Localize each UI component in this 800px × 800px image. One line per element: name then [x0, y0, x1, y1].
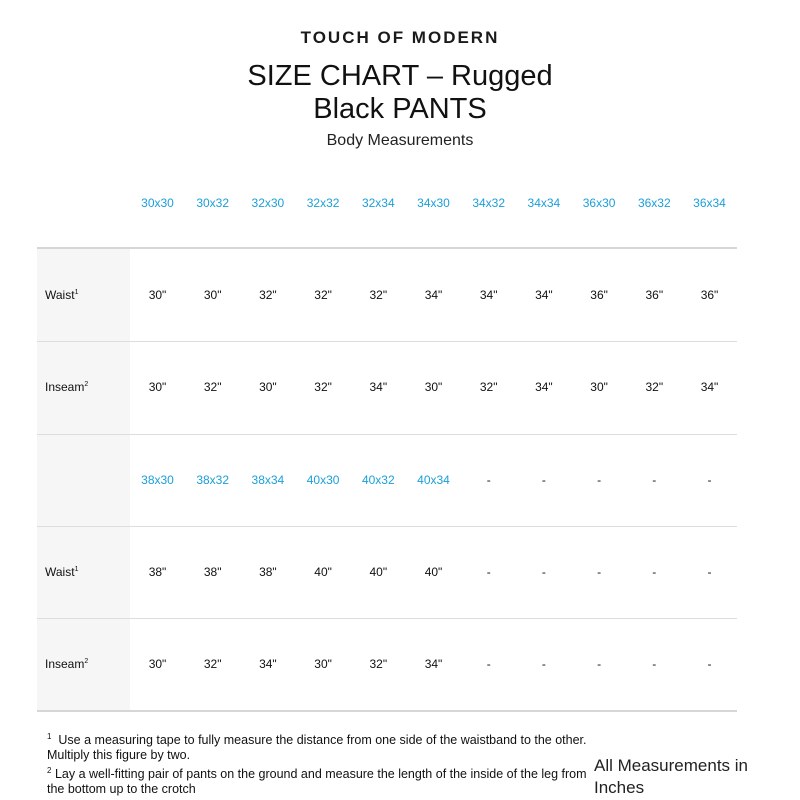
- title-line-1: SIZE CHART – Rugged: [247, 60, 553, 92]
- value-cell: 32": [369, 657, 388, 672]
- footnotes: [47, 729, 587, 797]
- value-cell: 34": [700, 380, 719, 395]
- page-subtitle: Body Measurements: [326, 132, 474, 149]
- row-label: [45, 249, 78, 341]
- footnote-2-text: Lay a well-fitting pair of pants on the ground and measure the length of the inside of the leg from the bottom up to the crotch: [47, 767, 587, 797]
- value-cell: 38": [148, 564, 167, 579]
- value-cell: 30": [148, 288, 167, 302]
- size-cell: -: [652, 472, 657, 487]
- size-cell: 38x32: [196, 472, 230, 487]
- row-label: [45, 618, 88, 710]
- footnote-marker: 2: [84, 658, 89, 666]
- value-cell: -: [597, 657, 602, 672]
- footnote-1: [47, 729, 587, 763]
- value-cell: -: [541, 657, 546, 672]
- footnote-marker: 2: [84, 381, 89, 389]
- size-header-cell: 32x32: [306, 196, 340, 210]
- table-row: [37, 249, 737, 341]
- units-note: All Measurements in Inches: [594, 756, 749, 797]
- value-cell: 30": [148, 380, 167, 395]
- size-header-cell: 34x32: [472, 196, 506, 210]
- value-cell: 32": [203, 380, 222, 395]
- value-cell: 34": [424, 657, 443, 672]
- size-cell: -: [597, 472, 602, 487]
- row-label-text: Inseam: [45, 380, 85, 395]
- size-cell: -: [541, 472, 546, 487]
- size-header-cell: 30x32: [196, 196, 230, 210]
- value-cell: -: [652, 657, 657, 672]
- size-header-cell: 36x30: [582, 196, 616, 210]
- value-cell: -: [541, 564, 546, 579]
- footnote-1-marker: 1: [47, 732, 52, 741]
- value-cell: 34": [535, 288, 553, 302]
- size-cell: 40x30: [306, 472, 340, 487]
- value-cell: 34": [369, 380, 388, 395]
- size-header-cell: 36x34: [693, 196, 726, 210]
- value-cell: 32": [479, 380, 498, 395]
- value-cell: -: [707, 564, 712, 579]
- value-cell: 30": [203, 288, 222, 302]
- value-cell: 40": [369, 564, 388, 579]
- table-row: [37, 526, 737, 618]
- row-label-text: Inseam: [45, 657, 85, 672]
- size-cell: -: [486, 472, 491, 487]
- value-cell: 30": [590, 380, 608, 395]
- value-cell: 36": [700, 288, 719, 302]
- value-cell: 38": [259, 564, 277, 579]
- value-cell: 32": [314, 380, 332, 395]
- size-cell: -: [707, 472, 712, 487]
- value-cell: -: [652, 564, 657, 579]
- title-line-2: Black PANTS: [313, 93, 487, 125]
- value-cell: -: [707, 657, 712, 672]
- table-row: [37, 341, 737, 433]
- footnote-2: [47, 763, 587, 797]
- value-cell: 32": [259, 288, 277, 302]
- footnote-2-marker: 2: [47, 766, 52, 776]
- size-header-cell: 34x30: [417, 196, 450, 210]
- value-cell: -: [486, 657, 491, 672]
- value-cell: 36": [645, 288, 664, 302]
- size-header-cell: 32x34: [361, 196, 395, 210]
- page-title: [0, 60, 800, 126]
- table-row: [37, 434, 737, 526]
- value-cell: 30": [314, 657, 332, 672]
- size-cell: 38x34: [251, 472, 285, 487]
- footnote-marker: 1: [74, 565, 79, 573]
- row-label-text: Waist: [45, 288, 75, 302]
- size-cell: 40x32: [361, 472, 395, 487]
- value-cell: 30": [148, 657, 167, 672]
- value-cell: 38": [203, 564, 222, 579]
- size-cell: 40x34: [417, 472, 450, 487]
- value-cell: 34": [479, 288, 498, 302]
- table-bottom-rule: [37, 710, 737, 712]
- size-header-cell: 32x30: [251, 196, 285, 210]
- value-cell: -: [486, 564, 491, 579]
- value-cell: 36": [590, 288, 608, 302]
- value-cell: 34": [259, 657, 277, 672]
- size-cell: 38x30: [141, 472, 174, 487]
- value-cell: 40": [314, 564, 332, 579]
- value-cell: 32": [645, 380, 664, 395]
- value-cell: 32": [369, 288, 388, 302]
- value-cell: 30": [259, 380, 277, 395]
- footnote-1-text: Use a measuring tape to fully measure the distance from one side of the waistband to the other. Multiply this figure by two.: [47, 733, 587, 763]
- value-cell: 32": [203, 657, 222, 672]
- size-header-row: [130, 196, 737, 210]
- size-header-cell: 34x34: [527, 196, 561, 210]
- brand-logo: TOUCH OF MODERN: [300, 28, 500, 47]
- value-cell: 40": [424, 564, 443, 579]
- value-cell: 34": [535, 380, 553, 395]
- value-cell: 34": [424, 288, 443, 302]
- row-label: [45, 341, 88, 433]
- value-cell: 30": [424, 380, 443, 395]
- size-header-cell: 30x30: [141, 196, 174, 210]
- row-label: [45, 526, 78, 618]
- value-cell: 32": [314, 288, 332, 302]
- size-header-cell: 36x32: [637, 196, 671, 210]
- table-row: [37, 618, 737, 710]
- footnote-marker: 1: [74, 289, 79, 296]
- row-label-text: Waist: [45, 564, 75, 579]
- value-cell: -: [597, 564, 602, 579]
